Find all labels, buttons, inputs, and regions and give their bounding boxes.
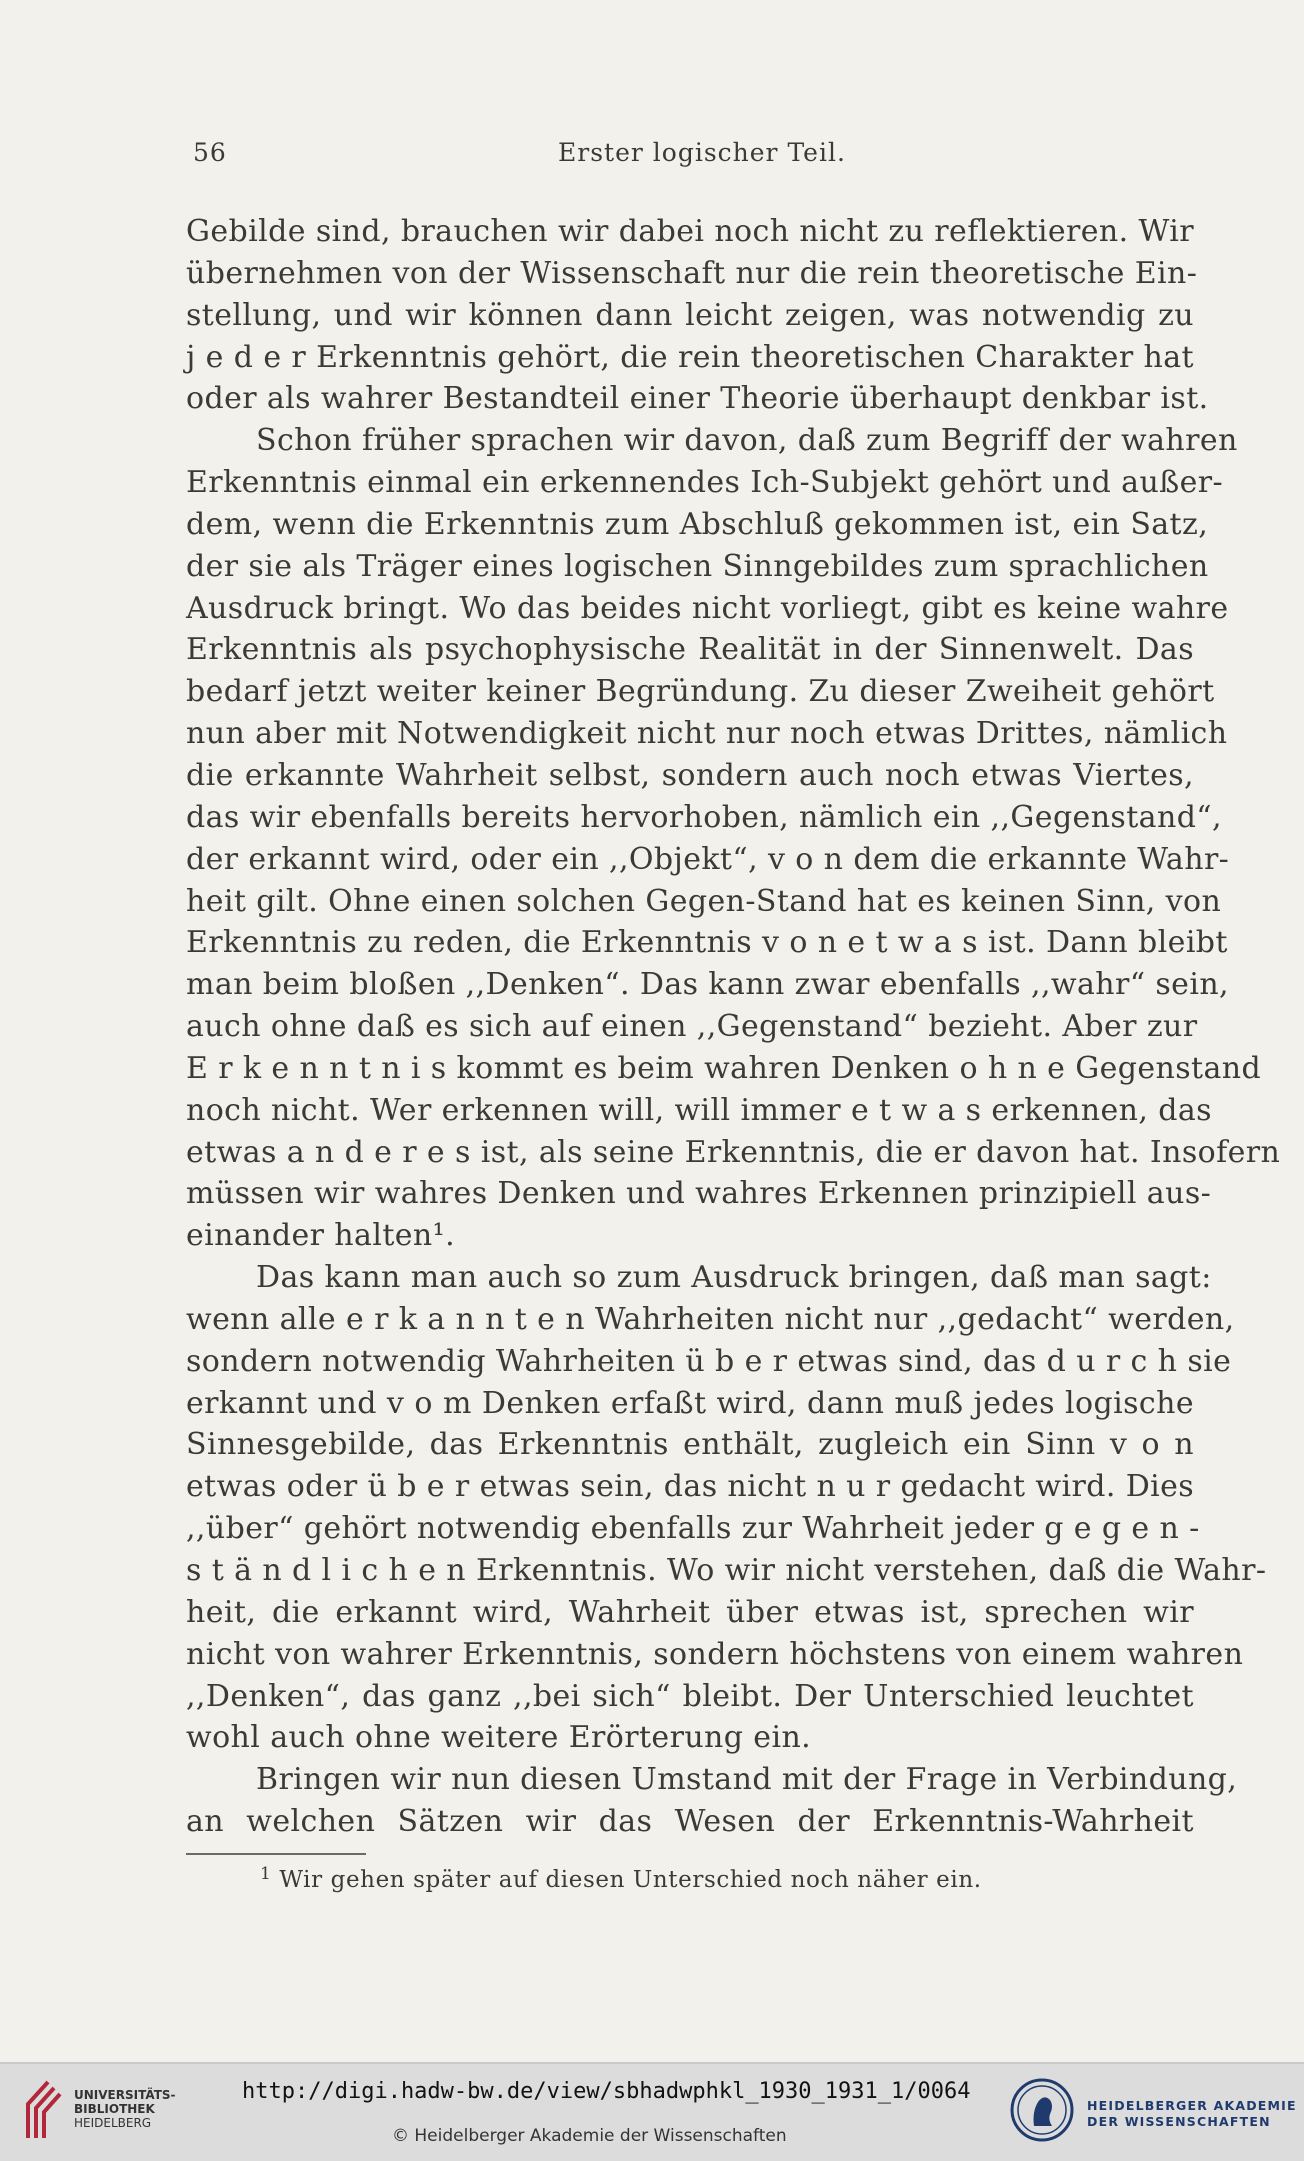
text-line: sondern notwendig Wahrheiten ü b e r etwas sind, das d u r c h sie xyxy=(186,1343,1232,1379)
text-line: wohl auch ohne weitere Erörterung ein. xyxy=(186,1720,812,1756)
text-line: Gebilde sind, brauchen wir dabei noch nicht zu reflektieren. Wir xyxy=(186,214,1194,249)
text-line: Ausdruck bringt. Wo das beides nicht vorliegt, gibt es keine wahre xyxy=(186,590,1229,626)
text-line: etwas oder ü b e r etwas sein, das nicht n u r gedacht wird. Dies xyxy=(186,1469,1195,1505)
text-line: Schon früher sprachen wir davon, daß zum Begriff der wahren xyxy=(256,423,1238,459)
text-line: heit, die erkannt wird, Wahrheit über etwas ist, sprechen wir xyxy=(186,1594,1194,1630)
university-library-logo-icon xyxy=(18,2078,66,2142)
text-line: nicht von wahrer Erkenntnis, sondern höchstens von einem wahren xyxy=(186,1636,1244,1672)
text-line: das wir ebenfalls bereits hervorhoben, nämlich ein ,,Gegenstand“, xyxy=(186,799,1222,835)
footnote xyxy=(260,1858,982,1896)
text-line: wenn alle e r k a n n t e n Wahrheiten nicht nur ,,gedacht“ werden, xyxy=(186,1301,1235,1337)
text-line: heit gilt. Ohne einen solchen Gegen-Stand hat es keinen Sinn, von xyxy=(186,883,1222,919)
footnote-divider xyxy=(186,1853,366,1855)
text-line: nun aber mit Notwendigkeit nicht nur noch etwas Drittes, nämlich xyxy=(186,716,1228,752)
text-line: j e d e r Erkenntnis gehört, die rein theoretischen Charakter hat xyxy=(186,339,1194,375)
text-line: s t ä n d l i c h e n Erkenntnis. Wo wir nicht verstehen, daß die Wahr- xyxy=(186,1553,1267,1588)
text-line: Erkenntnis zu reden, die Erkenntnis v o n e t w a s ist. Dann bleibt xyxy=(186,925,1228,961)
body-text xyxy=(186,211,1281,1843)
text-line: bedarf jetzt weiter keiner Begründung. Zu dieser Zweiheit gehört xyxy=(186,674,1215,710)
text-line: E r k e n n t n i s kommt es beim wahren Denken o h n e Gegenstand xyxy=(186,1050,1262,1086)
text-line: übernehmen von der Wissenschaft nur die rein theoretische Ein- xyxy=(186,255,1198,291)
running-head: Erster logischer Teil. xyxy=(558,138,846,167)
text-line: die erkannte Wahrheit selbst, sondern auch noch etwas Viertes, xyxy=(186,757,1194,793)
text-line: Bringen wir nun diesen Umstand mit der Frage in Verbindung, xyxy=(256,1762,1238,1798)
text-line: dem, wenn die Erkenntnis zum Abschluß gekommen ist, ein Satz, xyxy=(186,506,1209,542)
text-line: oder als wahrer Bestandteil einer Theorie überhaupt denkbar ist. xyxy=(186,381,1209,417)
copyright-notice: © Heidelberger Akademie der Wissenschaften xyxy=(392,2126,787,2146)
text-line: der erkannt wird, oder ein ,,Objekt“, v o n dem die erkannte Wahr- xyxy=(186,841,1230,877)
footnote-marker: 1 xyxy=(260,1864,272,1884)
permalink-url[interactable]: http://digi.hadw-bw.de/view/sbhadwphkl_1930_1931_1/0064 xyxy=(242,2079,971,2104)
text-line: Erkenntnis einmal ein erkennendes Ich-Subjekt gehört und außer- xyxy=(186,465,1224,501)
text-line: stellung, und wir können dann leicht zeigen, was notwendig zu xyxy=(186,297,1194,333)
text-line: ,,über“ gehört notwendig ebenfalls zur Wahrheit jeder g e g e n - xyxy=(186,1511,1200,1547)
text-line: noch nicht. Wer erkennen will, will immer e t w a s erkennen, das xyxy=(186,1092,1212,1128)
text-line: ,,Denken“, das ganz ,,bei sich“ bleibt. Der Unterschied leuchtet xyxy=(186,1678,1194,1714)
text-line: müssen wir wahres Denken und wahres Erkennen prinzipiell aus- xyxy=(186,1176,1212,1212)
text-line: einander halten¹. xyxy=(186,1218,456,1254)
text-line: Sinnesgebilde, das Erkenntnis enthält, zugleich ein Sinn v o n xyxy=(186,1427,1194,1463)
text-line: Das kann man auch so zum Ausdruck bringen, daß man sagt: xyxy=(256,1260,1212,1296)
university-library-name: UNIVERSITÄTS- BIBLIOTHEK HEIDELBERG xyxy=(74,2088,176,2130)
text-line: auch ohne daß es sich auf einen ,,Gegenstand“ bezieht. Aber zur xyxy=(186,1009,1198,1045)
footnote-text: Wir gehen später auf diesen Unterschied noch näher ein. xyxy=(279,1867,982,1893)
text-line: man beim bloßen ,,Denken“. Das kann zwar ebenfalls ,,wahr“ sein, xyxy=(186,967,1229,1003)
text-line: erkannt und v o m Denken erfaßt wird, dann muß jedes logische xyxy=(186,1385,1194,1421)
page-number: 56 xyxy=(193,138,227,167)
academy-name: HEIDELBERGER AKADEMIE DER WISSENSCHAFTEN xyxy=(1087,2098,1297,2129)
viewer-footer xyxy=(0,2062,1304,2161)
text-line: an welchen Sätzen wir das Wesen der Erkenntnis-Wahrheit xyxy=(186,1804,1194,1840)
text-line: Erkenntnis als psychophysische Realität in der Sinnenwelt. Das xyxy=(186,632,1194,668)
text-line: der sie als Träger eines logischen Sinngebildes zum sprachlichen xyxy=(186,548,1209,584)
text-line: etwas a n d e r e s ist, als seine Erkenntnis, die er davon hat. Insofern xyxy=(186,1134,1281,1170)
academy-seal-icon xyxy=(1008,2074,1076,2150)
